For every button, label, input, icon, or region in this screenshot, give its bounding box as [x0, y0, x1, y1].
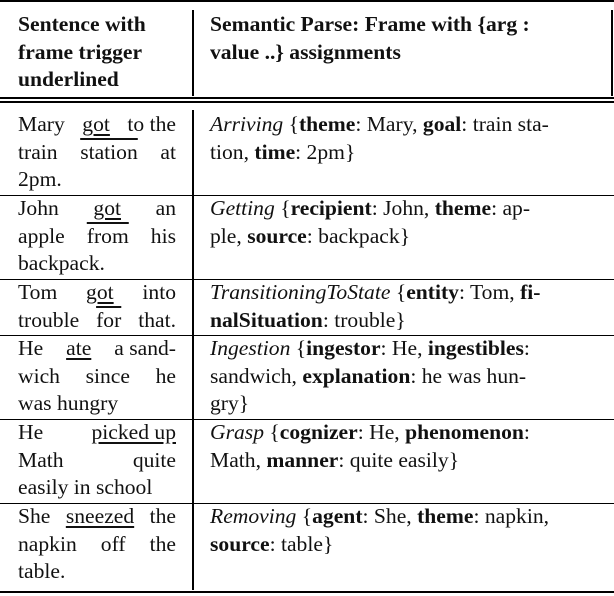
argument-value: : ap-	[491, 196, 531, 220]
sentence-text: that.	[138, 307, 176, 332]
header-parse-line: Semantic Parse: Frame with {arg :	[210, 12, 530, 36]
sentence-text: quite	[132, 447, 176, 472]
sentence-text: a sand-	[114, 336, 176, 360]
sentence-line	[18, 139, 176, 167]
parse-line	[210, 447, 604, 475]
frame-trigger: ate	[66, 336, 92, 360]
argument-value: : John,	[371, 196, 435, 220]
bottom-rule	[0, 591, 614, 593]
argument-value: gry}	[210, 391, 250, 415]
sentence-text: backpack.	[18, 251, 105, 275]
sentence-word: off	[100, 531, 126, 556]
argument-value: : He,	[357, 420, 406, 444]
argument-value: : She,	[362, 504, 418, 528]
argument-name: recipient	[290, 196, 372, 220]
argument-value: ple,	[210, 223, 248, 248]
frame-trigger: $\overline{for}$	[96, 307, 122, 332]
header-semantic-parse	[210, 11, 604, 66]
argument-name: theme	[417, 504, 474, 528]
sentence-word: since	[85, 363, 130, 388]
sentence-text: apple	[18, 223, 65, 248]
argument-name: nalSituation	[210, 307, 323, 332]
header-sentence-line: underlined	[18, 67, 119, 91]
top-rule	[0, 0, 614, 2]
header-bottom-rule-1	[0, 97, 614, 99]
parse-line	[210, 419, 604, 447]
semantic-parse-cell	[210, 419, 604, 474]
sentence-text: Math	[18, 447, 64, 472]
argument-value: :	[523, 420, 530, 444]
argument-name: time	[254, 139, 296, 164]
argument-value: :	[523, 336, 530, 360]
argument-value: : quite easily}	[338, 447, 460, 472]
argument-value: : he was hun-	[410, 363, 527, 388]
sentence-line	[18, 111, 176, 139]
argument-name: goal	[422, 112, 462, 136]
argument-value: {	[269, 420, 280, 444]
sentence-text: napkin	[18, 531, 77, 556]
frame-trigger: sneezed	[65, 504, 135, 528]
sentence-text: wich	[18, 363, 60, 388]
frame-name: Getting	[210, 196, 275, 220]
semantic-parse-cell	[210, 335, 604, 418]
sentence-text: table.	[18, 559, 66, 583]
right-border	[611, 10, 613, 96]
sentence-cell	[18, 335, 180, 418]
sentence-line	[18, 307, 176, 335]
header-sentence	[18, 11, 180, 94]
sentence-line	[18, 335, 176, 363]
parse-line	[210, 335, 604, 363]
argument-name: entity	[406, 280, 459, 304]
sentence-line	[18, 390, 180, 418]
parse-line	[210, 390, 604, 418]
frame-name: Ingestion	[210, 336, 291, 360]
argument-value: {	[288, 112, 299, 136]
header-sentence-line: Sentence with	[18, 12, 146, 36]
parse-line	[210, 111, 604, 139]
sentence-cell	[18, 279, 180, 334]
sentence-line	[18, 419, 176, 447]
sentence-line	[18, 558, 180, 586]
sentence-text: Mary	[18, 112, 65, 136]
sentence-line	[18, 279, 176, 307]
frame-name: Removing	[210, 504, 297, 528]
sentence-line	[18, 447, 176, 475]
sentence-word: he	[155, 363, 176, 388]
header-sentence-line: frame trigger	[18, 39, 143, 64]
sentence-text: into	[142, 280, 176, 304]
argument-name: ingestor	[306, 336, 381, 360]
frame-trigger: station	[80, 139, 138, 164]
frame-trigger: got	[93, 196, 121, 220]
argument-name: agent	[312, 504, 363, 528]
argument-value: sandwich,	[210, 363, 303, 388]
argument-value: : Mary,	[355, 112, 423, 136]
header-parse-line: value ..} assignments	[210, 39, 401, 64]
argument-value: {	[301, 504, 313, 528]
parse-line	[210, 307, 604, 335]
parse-line	[210, 195, 604, 223]
sentence-line	[18, 531, 176, 559]
semantic-parse-cell	[210, 195, 604, 250]
argument-value: : trouble}	[322, 307, 406, 332]
frame-name: Arriving	[210, 112, 284, 136]
sentence-text: Tom	[18, 280, 58, 304]
parse-line	[210, 503, 604, 531]
sentence-line	[18, 166, 180, 194]
semantic-parse-cell	[210, 111, 604, 166]
sentence-text: She	[18, 504, 51, 528]
argument-name: phenomenon	[405, 420, 524, 444]
argument-name: cognizer	[279, 420, 358, 444]
argument-name: theme	[434, 196, 492, 220]
parse-line	[210, 363, 604, 391]
argument-value: {	[280, 196, 291, 220]
sentence-text: 2pm.	[18, 167, 62, 191]
sentence-text: trouble	[18, 307, 80, 332]
sentence-line	[18, 503, 176, 531]
sentence-text: to the	[127, 112, 176, 136]
sentence-text: He	[18, 420, 44, 444]
frame-trigger: got	[82, 112, 110, 136]
sentence-line	[18, 474, 180, 502]
frame-name: TransitioningToState	[210, 280, 391, 304]
sentence-line	[18, 223, 176, 251]
parse-line	[210, 531, 604, 559]
sentence-text: easily in school	[18, 475, 153, 499]
sentence-cell	[18, 111, 180, 194]
argument-value: : table}	[269, 531, 334, 556]
argument-name: source	[247, 223, 307, 248]
sentence-text: John	[18, 196, 59, 220]
sentence-text: his	[150, 223, 176, 248]
sentence-text: He	[18, 336, 44, 360]
argument-value: : Tom,	[458, 280, 521, 304]
sentence-text: at	[160, 139, 176, 164]
argument-value: : He,	[380, 336, 428, 360]
argument-value: : napkin,	[473, 504, 550, 528]
argument-value: {	[295, 336, 307, 360]
sentence-text: an	[155, 196, 176, 220]
argument-name: fi-	[520, 280, 541, 304]
parse-line	[210, 279, 604, 307]
parse-line	[210, 139, 604, 167]
frame-trigger: from	[86, 223, 129, 248]
argument-name: theme	[298, 112, 356, 136]
frame-trigger: picked up	[91, 420, 176, 444]
sentence-cell	[18, 195, 180, 278]
sentence-word: the	[149, 531, 176, 556]
sentence-text: was hungry	[18, 391, 119, 415]
column-separator	[192, 110, 194, 590]
semantic-parse-cell	[210, 503, 604, 558]
sentence-text: the	[149, 504, 176, 528]
column-separator	[192, 10, 194, 96]
header-bottom-rule-2	[0, 101, 614, 103]
sentence-line	[18, 250, 180, 278]
argument-value: : 2pm}	[295, 139, 356, 164]
sentence-cell	[18, 503, 180, 586]
argument-value: {	[395, 280, 407, 304]
argument-value: : train sta-	[461, 112, 549, 136]
argument-value: tion,	[210, 139, 255, 164]
argument-value: : backpack}	[306, 223, 411, 248]
semantic-parse-cell	[210, 279, 604, 334]
parse-line	[210, 223, 604, 251]
argument-value: Math,	[210, 447, 267, 472]
argument-name: manner	[266, 447, 339, 472]
argument-name: ingestibles	[427, 336, 524, 360]
frame-trigger: got	[86, 280, 114, 304]
sentence-line	[18, 363, 176, 391]
sentence-cell	[18, 419, 180, 502]
frame-name: Grasp	[210, 420, 264, 444]
argument-name: explanation	[302, 363, 411, 388]
sentence-text: train	[18, 139, 58, 164]
sentence-line	[18, 195, 176, 223]
argument-name: source	[210, 531, 270, 556]
